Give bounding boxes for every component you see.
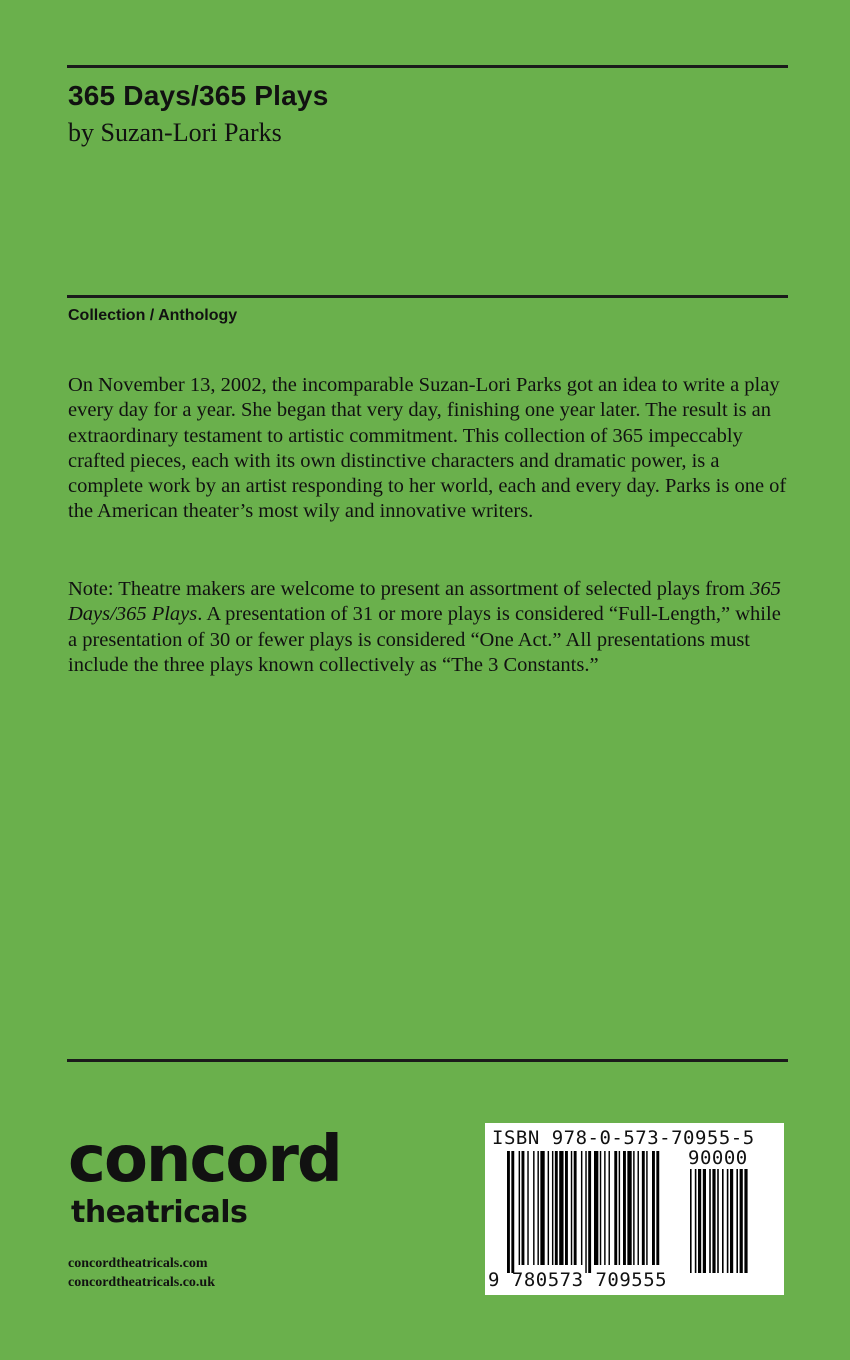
barcode-bar bbox=[646, 1151, 647, 1265]
barcode-bar bbox=[507, 1151, 510, 1273]
footer-divider bbox=[67, 1059, 788, 1062]
barcode-bar bbox=[555, 1151, 558, 1265]
barcode-bar bbox=[559, 1151, 563, 1265]
book-category: Collection / Anthology bbox=[68, 307, 238, 324]
barcode-bar bbox=[522, 1151, 525, 1265]
barcode-bar bbox=[585, 1151, 586, 1273]
barcode-bar bbox=[537, 1151, 538, 1265]
barcode-bar bbox=[581, 1151, 582, 1265]
barcode-bar bbox=[633, 1151, 634, 1265]
barcode-bar bbox=[730, 1169, 733, 1273]
barcode-bar bbox=[623, 1151, 626, 1265]
book-title: 365 Days/365 Plays bbox=[68, 80, 329, 111]
barcode-digits: 9 780573 709555 bbox=[488, 1269, 668, 1291]
barcode-bar bbox=[552, 1151, 553, 1265]
barcode-bar bbox=[698, 1169, 701, 1273]
publisher-logo-wordmark: concord bbox=[68, 1123, 341, 1197]
barcode-bar bbox=[588, 1151, 591, 1273]
description-paragraph: On November 13, 2002, the incomparable Suzan-Lori Parks got an idea to write a play every day for a year. She began that very day, finishing one year later. The result is an extraordinary testament to artistic commitment. This collection of 365 impeccably crafted pieces, each with its own distinctive characters and dramatic power, is a complete work by an artist responding to her world, each and every day. Parks is one of the American theater’s most wily and innovative writers. bbox=[68, 374, 787, 523]
barcode-bar bbox=[527, 1151, 528, 1265]
note-text-start: Note: Theatre makers are welcome to present an assortment of selected plays from bbox=[68, 578, 751, 600]
note-italic-title: 365 Days/365 Plays bbox=[68, 578, 781, 626]
barcode-bar bbox=[642, 1151, 645, 1265]
barcode-bar bbox=[638, 1151, 639, 1265]
barcode-bar bbox=[594, 1151, 598, 1265]
top-divider bbox=[67, 65, 788, 68]
barcode-bar bbox=[614, 1151, 617, 1265]
barcode-bar bbox=[690, 1169, 692, 1273]
barcode-bar bbox=[744, 1169, 747, 1273]
publisher-url-us: concordtheatricals.com bbox=[68, 1256, 208, 1271]
barcode-bar bbox=[627, 1151, 631, 1265]
isbn-label: ISBN 978-0-573-70955-5 bbox=[492, 1127, 755, 1149]
barcode-bar bbox=[565, 1151, 568, 1265]
barcode-bar bbox=[540, 1151, 544, 1265]
barcode-bar bbox=[722, 1169, 724, 1273]
barcode-bar bbox=[609, 1151, 610, 1265]
isbn-barcode bbox=[485, 1123, 784, 1295]
barcode-bar bbox=[727, 1169, 729, 1273]
barcode-bar bbox=[548, 1151, 549, 1265]
barcode-bar bbox=[533, 1151, 534, 1265]
barcode-bar bbox=[571, 1151, 572, 1265]
publisher-logo-subtitle: theatricals bbox=[71, 1195, 248, 1230]
barcode-bar bbox=[656, 1151, 659, 1265]
barcode-bar bbox=[717, 1169, 719, 1273]
barcode-bar bbox=[574, 1151, 577, 1265]
note-paragraph bbox=[68, 577, 788, 678]
note-text-end: . A presentation of 31 or more plays is considered “Full-Length,” while a presentation of 30 or fewer plays is considered “One Act.” All presentations must include the three plays known collectively as “The 3 Constants.” bbox=[68, 603, 781, 676]
barcode-bar bbox=[604, 1151, 605, 1265]
barcode-bar bbox=[600, 1151, 601, 1265]
barcode-bar bbox=[703, 1169, 706, 1273]
barcode-bar bbox=[740, 1169, 743, 1273]
publisher-url-uk: concordtheatricals.co.uk bbox=[68, 1275, 215, 1290]
barcode-bar bbox=[519, 1151, 520, 1265]
category-divider bbox=[67, 295, 788, 298]
book-author: by Suzan-Lori Parks bbox=[68, 118, 282, 147]
barcode-bar bbox=[709, 1169, 711, 1273]
barcode-bar bbox=[619, 1151, 620, 1265]
barcode-bar bbox=[695, 1169, 697, 1273]
barcode-bar bbox=[712, 1169, 715, 1273]
barcode-bar bbox=[511, 1151, 514, 1273]
barcode-bar bbox=[736, 1169, 738, 1273]
barcode-bar bbox=[652, 1151, 655, 1265]
price-code: 90000 bbox=[688, 1147, 748, 1169]
